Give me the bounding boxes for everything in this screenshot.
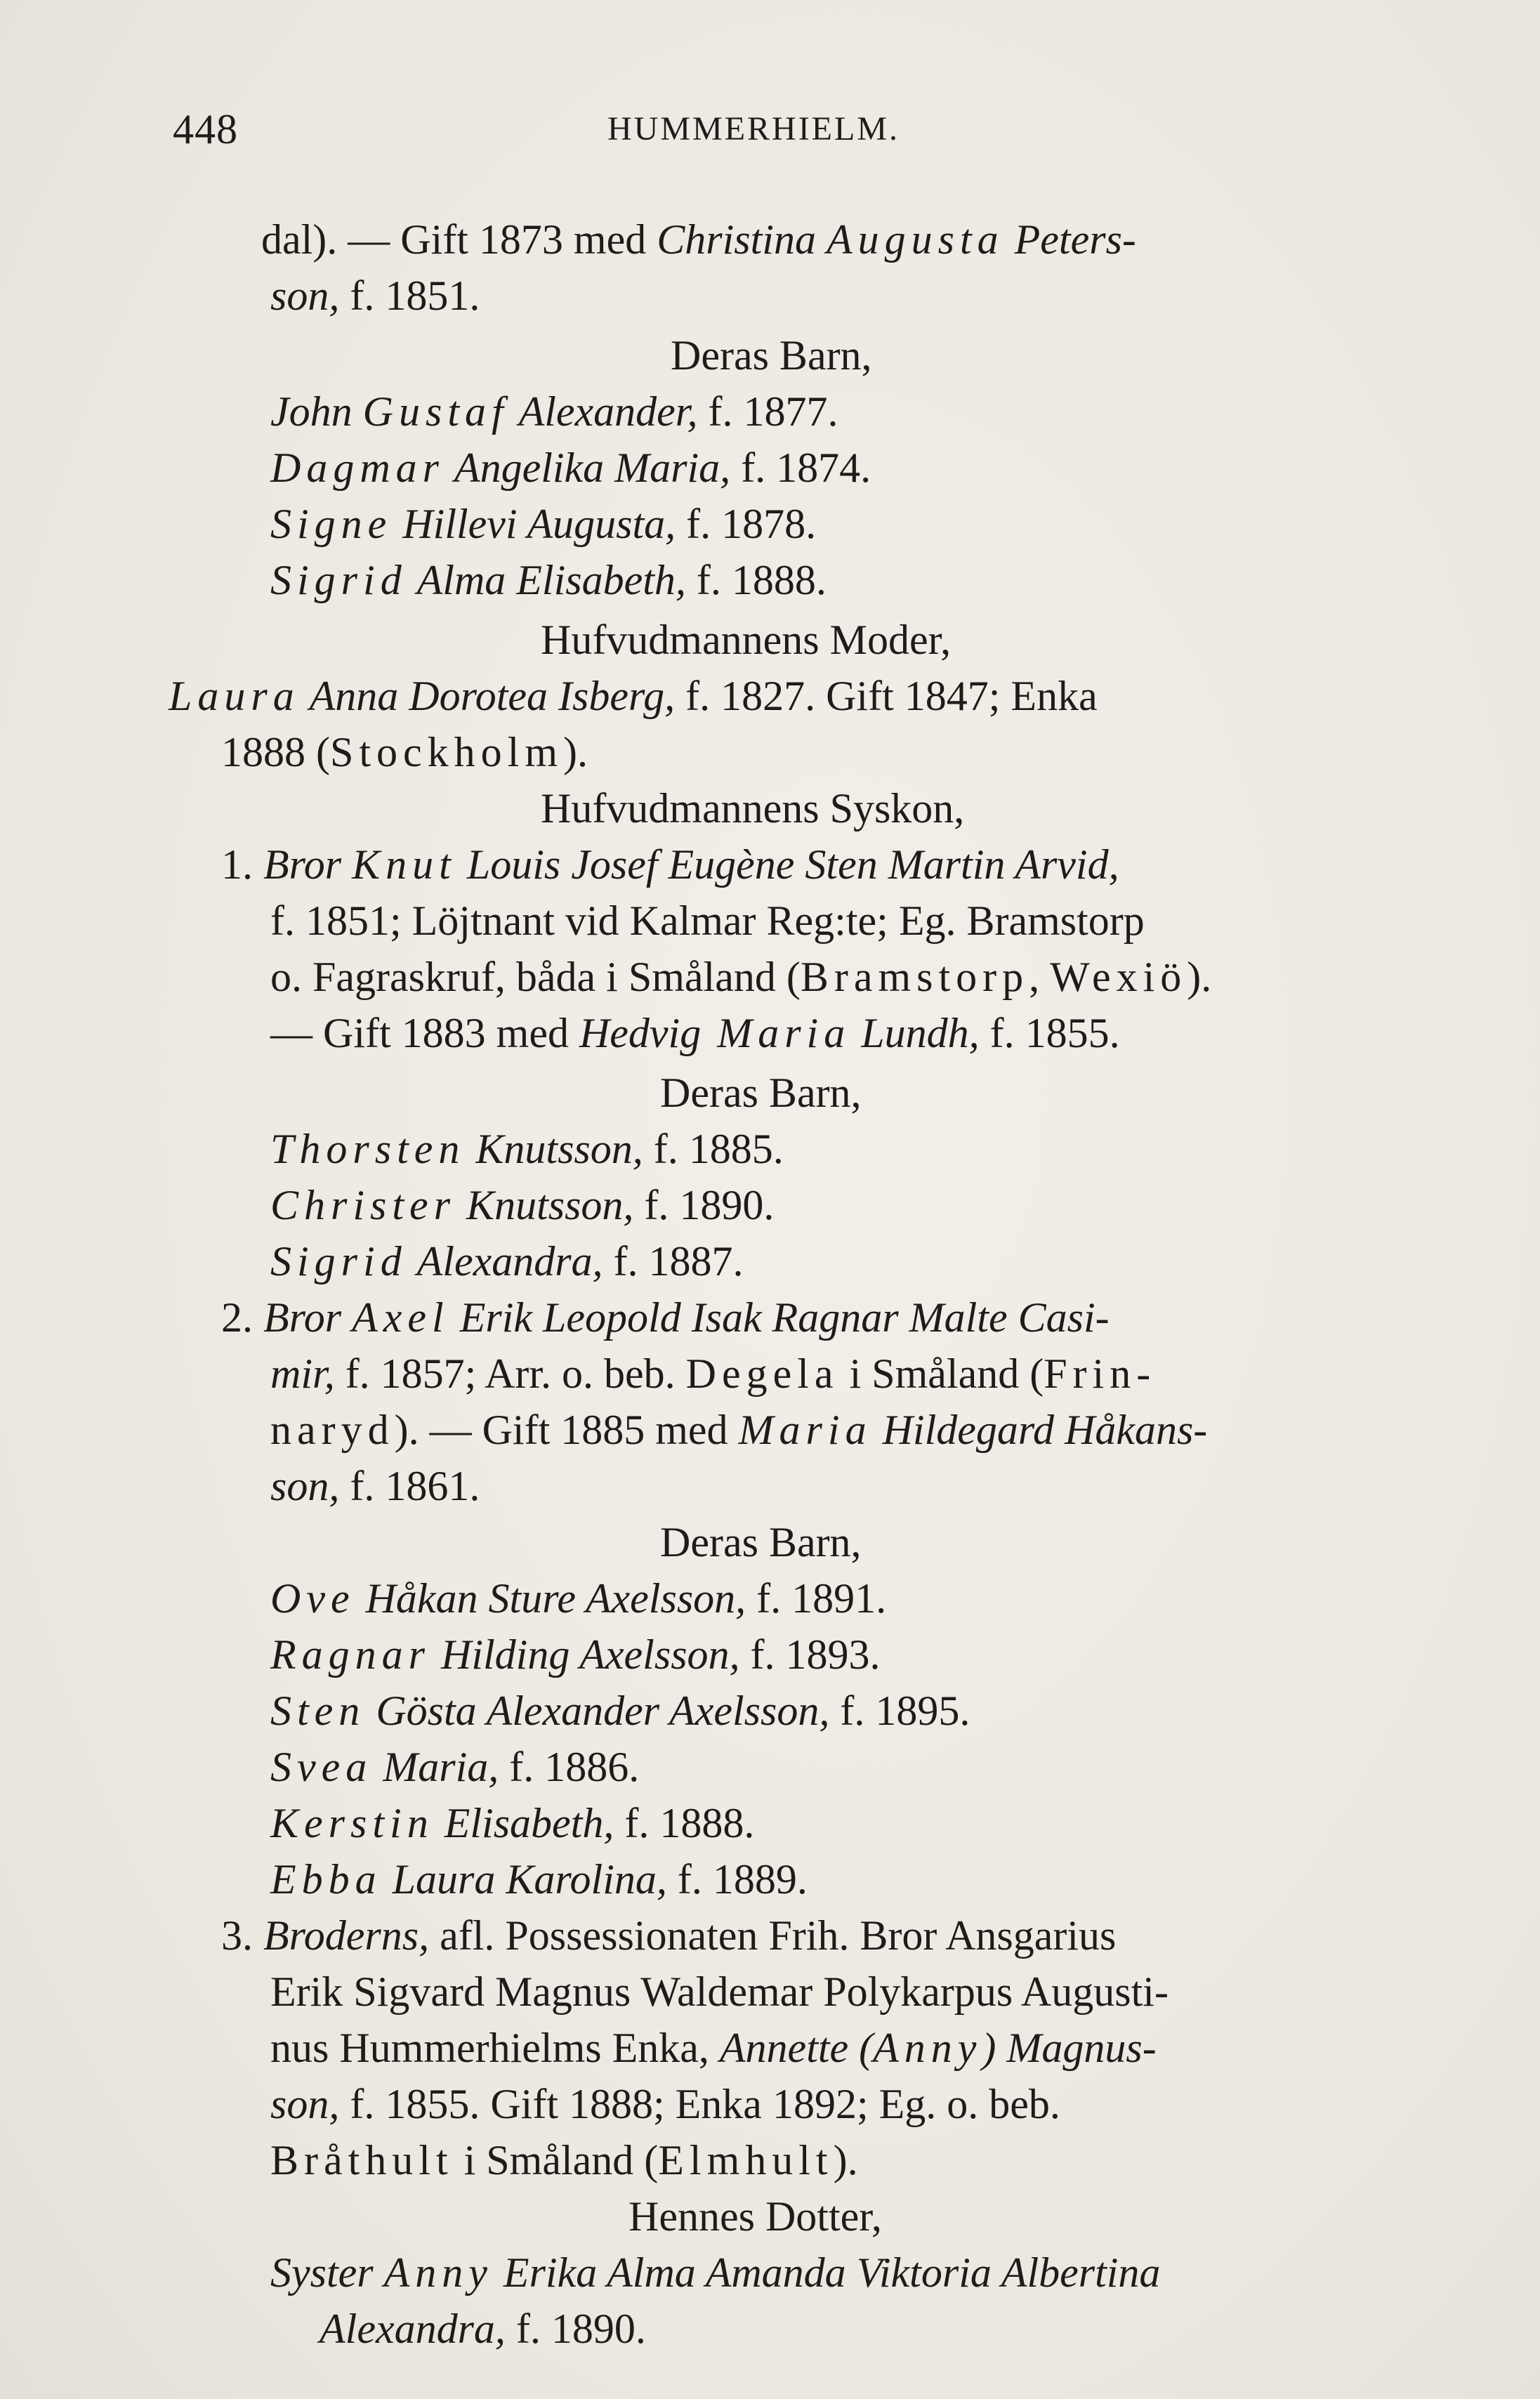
line-text: f. 1895. — [829, 1688, 970, 1734]
line-text: f. 1851; Löjtnant vid Kalmar Reg:te; Eg. Bramstorp — [270, 898, 1145, 944]
line-text: Stockholm — [329, 729, 563, 775]
text-line — [270, 386, 838, 437]
italic-name-text: Sigrid — [270, 1238, 407, 1284]
page-header — [0, 105, 1540, 162]
running-head: HUMMERHIELM. — [607, 110, 900, 147]
italic-name-text: Lundh, — [850, 1010, 980, 1056]
text-line — [320, 2303, 646, 2354]
text-line — [270, 1798, 754, 1848]
text-line — [270, 499, 816, 549]
italic-name-text: Hillevi Augusta, — [392, 501, 676, 547]
italic-name-text: mir, — [270, 1350, 335, 1397]
italic-name-text: son, — [270, 272, 340, 319]
italic-name-text: Angelika Maria, — [445, 445, 731, 491]
line-text: f. 1891. — [746, 1575, 887, 1622]
line-text: Wexiö — [1050, 954, 1187, 1000]
text-line — [270, 2247, 1160, 2298]
line-text: f. 1855. — [979, 1010, 1120, 1056]
line-text: Bråthult — [270, 2137, 454, 2183]
line-text: f. 1887. — [603, 1238, 744, 1284]
italic-name-text: Augusta — [826, 216, 1004, 263]
italic-name-text: Ebba — [270, 1856, 382, 1902]
text-line — [628, 2191, 882, 2242]
text-line — [270, 1629, 881, 1680]
line-text: nus Hummerhielms Enka, — [270, 2025, 720, 2071]
italic-name-text: Louis Josef Eugène Sten Martin Arvid, — [456, 841, 1119, 888]
line-text: f. 1888. — [614, 1800, 755, 1846]
italic-name-text: Hilding Axelsson, — [430, 1631, 740, 1678]
line-text: 1. — [221, 841, 263, 888]
italic-name-text: Gustaf — [362, 388, 509, 435]
text-line — [221, 839, 1119, 890]
line-text: Deras Barn, — [660, 1519, 862, 1565]
line-text: f. 1874. — [730, 445, 871, 491]
line-text: ). — Gift 1885 med — [394, 1407, 739, 1453]
line-text: f. 1888. — [685, 557, 827, 603]
text-line — [261, 214, 1136, 265]
italic-name-text: Knut — [352, 841, 456, 888]
italic-name-text: Christina — [657, 216, 827, 263]
line-text: f. 1890. — [505, 2306, 646, 2352]
text-line — [541, 614, 951, 665]
line-text: Hufvudmannens Moder, — [541, 617, 952, 663]
italic-name-text: Anny — [383, 2249, 493, 2296]
text-line — [270, 1348, 1156, 1399]
italic-name-text: Axel — [352, 1294, 449, 1341]
italic-name-text: Christer — [270, 1182, 456, 1228]
text-line — [671, 330, 872, 381]
text-line — [221, 727, 588, 777]
text-line — [660, 1517, 862, 1567]
italic-name-text: Erik Leopold Isak Ragnar Malte Casi- — [449, 1294, 1110, 1341]
text-line — [270, 270, 480, 321]
line-text: f. 1878. — [676, 501, 817, 547]
text-line — [270, 1742, 639, 1792]
line-text: Frin- — [1044, 1350, 1157, 1397]
italic-name-text: Anny — [873, 2025, 982, 2071]
text-line — [270, 1180, 774, 1230]
italic-name-text: Knutsson, — [456, 1182, 634, 1228]
line-text: naryd — [270, 1407, 395, 1453]
text-line — [270, 2079, 1060, 2129]
text-line — [270, 1124, 784, 1174]
italic-name-text: Alexander, — [508, 388, 698, 435]
italic-name-text: Erika Alma Amanda Viktoria Albertina — [492, 2249, 1161, 2296]
line-text: i Småland ( — [453, 2137, 659, 2183]
line-text: o. Fagraskruf, båda i Småland ( — [270, 954, 801, 1000]
italic-name-text: Ragnar — [270, 1631, 430, 1678]
italic-name-text: John — [270, 388, 363, 435]
text-line — [270, 442, 871, 493]
line-text: Deras Barn, — [660, 1070, 862, 1116]
text-line — [270, 555, 827, 605]
text-line — [221, 1910, 1116, 1961]
line-text: f. 1827. Gift 1847; Enka — [675, 673, 1098, 719]
line-text: dal). — Gift 1873 med — [261, 216, 657, 263]
line-text: i Småland ( — [838, 1350, 1044, 1397]
italic-name-text: ) Magnus- — [982, 2025, 1157, 2071]
italic-name-text: Broderns, — [263, 1912, 430, 1959]
italic-name-text: Håkan Sture Axelsson, — [355, 1575, 746, 1622]
line-text: afl. Possessionaten Frih. Bror Ansgarius — [429, 1912, 1117, 1959]
italic-name-text: Anna Dorotea Isberg, — [299, 673, 676, 719]
line-text: 1888 ( — [221, 729, 330, 775]
text-line — [270, 1854, 808, 1905]
text-line — [270, 952, 1211, 1002]
line-text: f. 1877. — [697, 388, 838, 435]
italic-name-text: Dagmar — [270, 445, 445, 491]
italic-name-text: Alexandra, — [407, 1238, 603, 1284]
line-text: f. 1893. — [739, 1631, 881, 1678]
page-number: 448 — [173, 106, 238, 152]
italic-name-text: Hedvig — [579, 1010, 702, 1056]
italic-name-text: Sten — [270, 1688, 366, 1734]
text-line — [270, 1405, 1207, 1455]
text-line — [270, 1236, 744, 1287]
italic-name-text: Ove — [270, 1575, 355, 1622]
line-text: 2. — [221, 1294, 263, 1341]
line-text: f. 1885. — [643, 1126, 784, 1172]
italic-name-text: Kerstin — [270, 1800, 434, 1846]
line-text: f. 1889. — [666, 1856, 808, 1902]
italic-name-text: Alexandra, — [320, 2306, 506, 2352]
text-line — [270, 2023, 1157, 2073]
italic-name-text: Bror — [263, 1294, 353, 1341]
italic-name-text: Bror — [263, 841, 353, 888]
italic-name-text: Alma Elisabeth, — [407, 557, 686, 603]
line-text: f. 1886. — [499, 1744, 640, 1790]
text-line — [270, 1685, 970, 1736]
italic-name-text: Maria, — [372, 1744, 499, 1790]
italic-name-text: Thorsten — [270, 1126, 466, 1172]
text-line — [270, 1966, 1169, 2017]
line-text: , — [1029, 954, 1051, 1000]
italic-name-text: Hildegard Håkans- — [871, 1407, 1208, 1453]
line-text: f. 1861. — [339, 1463, 480, 1509]
line-text: — Gift 1883 med — [270, 1010, 579, 1056]
italic-name-text: Laura — [169, 673, 300, 719]
line-text: Hufvudmannens Syskon, — [541, 785, 965, 832]
line-text: f. 1857; Arr. o. beb. — [334, 1350, 686, 1397]
line-text: 3. — [221, 1912, 263, 1959]
italic-name-text: Knutsson, — [465, 1126, 643, 1172]
line-text: Elmhult — [658, 2137, 834, 2183]
italic-name-text: Sigrid — [270, 557, 407, 603]
line-text: Erik Sigvard Magnus Waldemar Polykarpus Augusti- — [270, 1969, 1169, 2015]
line-text: Degela — [685, 1350, 839, 1397]
italic-name-text: Laura Karolina, — [381, 1856, 667, 1902]
italic-name-text: Annette ( — [719, 2025, 874, 2071]
italic-name-text: Maria — [738, 1407, 872, 1453]
italic-name-text: Maria — [701, 1010, 851, 1056]
italic-name-text: Gösta Alexander Axelsson, — [365, 1688, 830, 1734]
text-line — [270, 895, 1145, 946]
italic-name-text: son, — [270, 1463, 340, 1509]
italic-name-text: Syster — [270, 2249, 384, 2296]
text-line — [541, 783, 964, 834]
line-text: f. 1890. — [633, 1182, 775, 1228]
text-line — [221, 1292, 1110, 1343]
text-line — [270, 1461, 480, 1511]
text-line — [169, 671, 1098, 721]
line-text: Hennes Dotter, — [628, 2193, 882, 2240]
italic-name-text: Peters- — [1003, 216, 1136, 263]
italic-name-text: Svea — [270, 1744, 373, 1790]
italic-name-text: Elisabeth, — [433, 1800, 614, 1846]
line-text: ). — [1187, 954, 1212, 1000]
text-line — [270, 2135, 858, 2186]
line-text: f. 1855. Gift 1888; Enka 1892; Eg. o. beb. — [339, 2081, 1060, 2127]
italic-name-text: son, — [270, 2081, 340, 2127]
text-line — [270, 1573, 886, 1624]
italic-name-text: Signe — [270, 501, 393, 547]
text-line — [270, 1008, 1120, 1058]
line-text: Bramstorp — [800, 954, 1029, 1000]
line-text: f. 1851. — [339, 272, 480, 319]
line-text: Deras Barn, — [671, 332, 872, 379]
text-line — [660, 1067, 862, 1118]
line-text: ). — [563, 729, 588, 775]
line-text: ). — [833, 2137, 858, 2183]
